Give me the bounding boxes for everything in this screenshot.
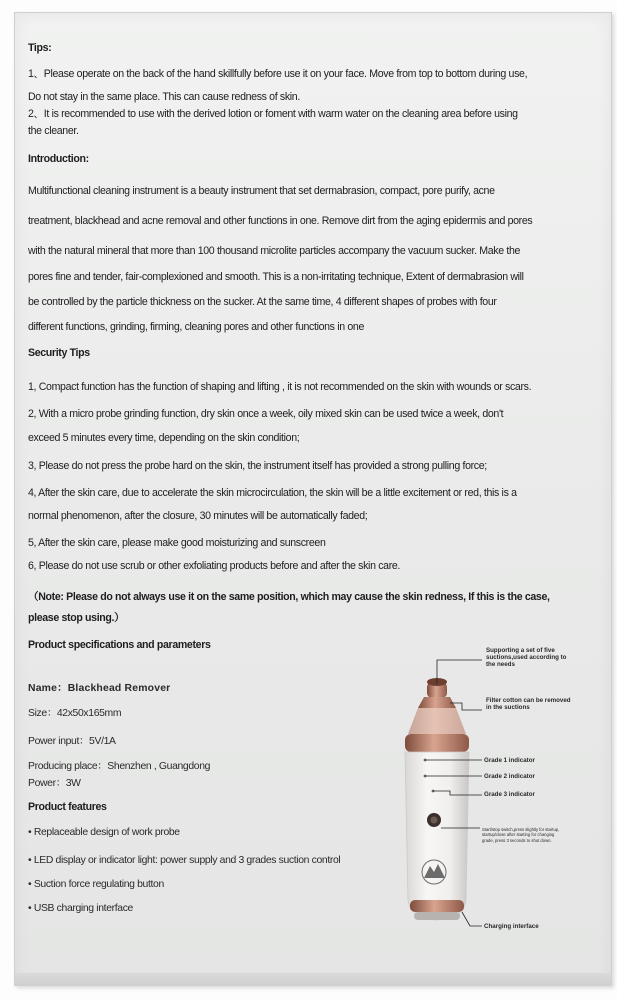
callout-grade-2: Grade 2 indicator xyxy=(484,773,535,780)
security-line: normal phenomenon, after the closure, 30 minutes will be automatically faded; xyxy=(28,510,368,522)
introduction-heading: Introduction: xyxy=(28,153,89,165)
callout-charging: Charging interface xyxy=(484,923,539,930)
intro-line: Multifunctional cleaning instrument is a beauty instrument that set dermabrasion, compact, pore purify, acne xyxy=(28,185,495,197)
device-body xyxy=(405,752,469,920)
callout-suctions: Supporting a set of five suctions,used according to the needs xyxy=(486,647,567,668)
feature-item: • USB charging interface xyxy=(28,903,133,914)
intro-line: be controlled by the particle thickness on the sucker. At the same time, 4 different shapes of probes with four xyxy=(28,296,497,308)
callout-filter-cotton: Filter cotton can be removed in the suctions xyxy=(486,697,571,711)
spec-size: Size：42x50x165mm xyxy=(28,708,122,719)
features-heading: Product features xyxy=(28,801,107,813)
security-line: 3, Please do not press the probe hard on the skin, the instrument itself has provided a strong pulling force; xyxy=(28,460,487,472)
tips-line-1b: Do not stay in the same place. This can cause redness of skin. xyxy=(28,91,300,103)
spec-power: Power：3W xyxy=(28,778,81,789)
spec-power-input: Power input：5V/1A xyxy=(28,736,116,747)
spec-producing-place: Producing place：Shenzhen , Guangdong xyxy=(28,761,211,772)
security-line: 4, After the skin care, due to accelerate the skin microcirculation, the skin will be a little excitement or red, this is a xyxy=(28,487,517,499)
feature-item: • Suction force regulating button xyxy=(28,879,164,890)
spec-name-text: Name：Blackhead Remover xyxy=(28,683,171,694)
callout-grade-3: Grade 3 indicator xyxy=(484,791,535,798)
security-heading: Security Tips xyxy=(28,347,90,359)
tips-line-2a: 2、It is recommended to use with the derived lotion or foment with warm water on the cleaning area before using xyxy=(28,108,518,120)
security-note-line: please stop using.） xyxy=(28,612,125,624)
security-line: 2, With a micro probe grinding function, dry skin once a week, oily mixed skin can be used twice a week, don't xyxy=(28,408,504,420)
device-head xyxy=(405,708,469,752)
callout-switch: Start/stop switch,press slightly for startup, startup/close after starting for changing grade, press 3 seconds to shut down. xyxy=(482,827,560,843)
intro-line: with the natural mineral that more than 100 thousand microlite particles accompany the vacuum sucker. Make the xyxy=(28,245,521,257)
callout-grade-1: Grade 1 indicator xyxy=(484,757,535,764)
tips-heading: Tips: xyxy=(28,42,52,54)
security-line: 1, Compact function has the function of shaping and lifting , it is not recommended on the skin with wounds or scars. xyxy=(28,381,532,393)
intro-line: pores fine and tender, fair-complexioned and smooth. This is a non-irritating technique, Extent of dermabrasion will xyxy=(28,271,524,283)
device-base-ring xyxy=(410,900,464,912)
intro-line: different functions, grinding, firming, cleaning pores and other functions in one xyxy=(28,321,364,333)
intro-line: treatment, blackhead and acne removal and other functions in one. Remove dirt from the aging epidermis and pores xyxy=(28,215,533,227)
security-line: exceed 5 minutes every time, depending on the skin condition; xyxy=(28,432,300,444)
tips-line-1a: 1、Please operate on the back of the hand skillfully before use it on your face. Move from top to bottom during use, xyxy=(28,68,528,80)
feature-item: • Replaceable design of work probe xyxy=(28,827,180,838)
security-note-line: （Note: Please do not always use it on the same position, which may cause the skin redness, If this is the case, xyxy=(28,591,550,603)
feature-item: • LED display or indicator light: power supply and 3 grades suction control xyxy=(28,855,341,866)
specs-heading: Product specifications and parameters xyxy=(28,639,211,651)
security-line: 5, After the skin care, please make good moisturizing and sunscreen xyxy=(28,537,326,549)
tips-line-2b: the cleaner. xyxy=(28,125,79,137)
security-line: 6, Please do not use scrub or other exfoliating products before and after the skin care. xyxy=(28,560,401,572)
